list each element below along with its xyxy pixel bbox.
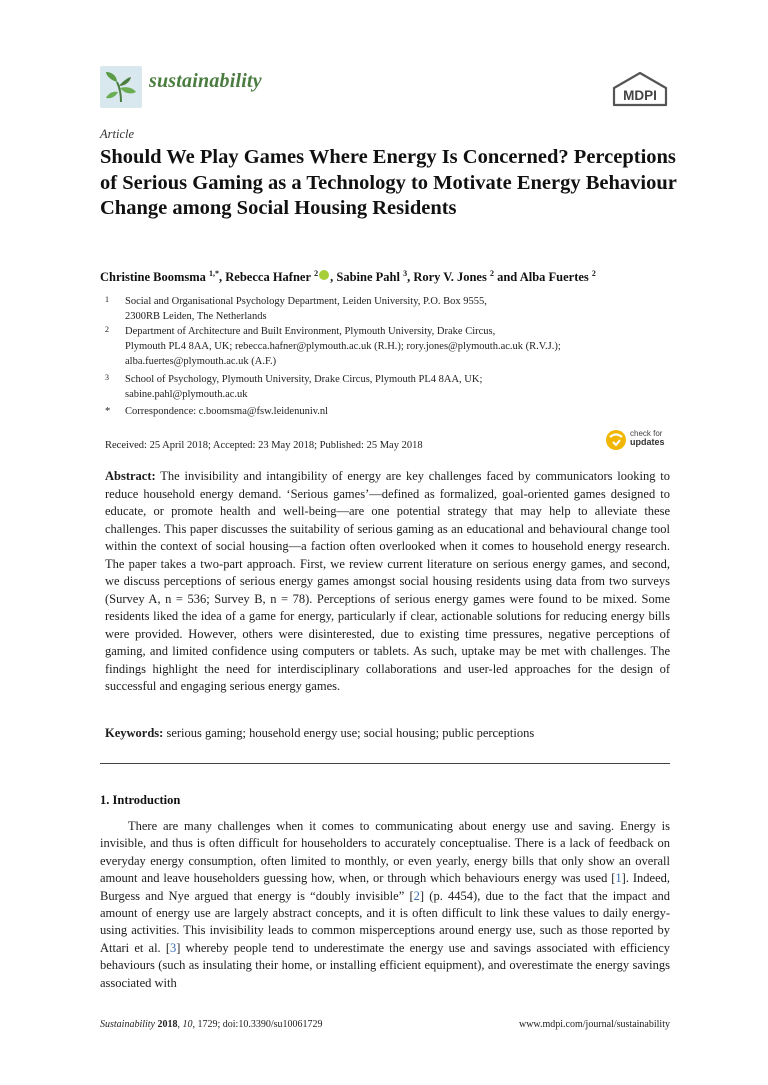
journal-logo xyxy=(100,66,142,108)
intro-text-part: ]. Indeed, Burgess and Nye argued that energy is “doubly invisible” [ xyxy=(100,871,671,903)
author-list: Christine Boomsma $^{1,*}$, Rebecca Hafner $^2$ , Sabine Pahl $^3$, Rory V. Jones $^2$ and Alba Fuertes $^2$ xyxy=(100,269,596,285)
footer-citation: Sustainability 2018, 10, 1729; doi:10.3390/su10061729 xyxy=(100,1019,323,1030)
author-name[interactable]: Rory V. Jones xyxy=(413,270,487,285)
footer-year: 2018 xyxy=(157,1019,178,1030)
author-affiliation: 3 xyxy=(403,269,408,278)
abstract xyxy=(105,468,670,696)
footer-volume: 10 xyxy=(182,1019,193,1030)
check-updates-line1: check for xyxy=(630,429,663,438)
author-name[interactable]: Alba Fuertes xyxy=(519,270,589,285)
leaf-icon xyxy=(100,66,142,108)
affiliation-line[interactable]: sabine.pahl@plymouth.ac.uk xyxy=(125,389,248,400)
affiliation-line: Social and Organisational Psychology Department, Leiden University, P.O. Box 9555, xyxy=(125,296,487,307)
orcid-icon[interactable] xyxy=(319,270,329,280)
affiliation-number: 3 xyxy=(105,373,109,382)
intro-text-part: ] (p. 4454), due to the fact that the impact and amount of energy use are largely abstract concepts, and it is often difficult to link these values to daily energy-using activities. This invisibility leads to common misperceptions around energy use, such as those reported by Attari et al. [ xyxy=(100,888,671,955)
footer-url[interactable]: www.mdpi.com/journal/sustainability xyxy=(518,1019,670,1030)
article-title: Should We Play Games Where Energy Is Concerned? Perceptions of Serious Gaming as a Technology to Motivate Energy Behaviour Change among Social Housing Residents xyxy=(100,146,677,219)
author-name[interactable]: Christine Boomsma xyxy=(100,270,206,285)
section-heading-introduction: 1. Introduction xyxy=(100,793,181,807)
affiliation-line: 2300RB Leiden, The Netherlands xyxy=(125,311,267,322)
affiliation-number: 1 xyxy=(105,295,109,304)
check-for-updates-badge[interactable] xyxy=(604,428,674,454)
affiliation-line: School of Psychology, Plymouth University, Drake Circus, Plymouth PL4 8AA, UK; xyxy=(125,374,483,385)
affiliation-line[interactable]: alba.fuertes@plymouth.ac.uk (A.F.) xyxy=(125,356,277,367)
authors-conjunction: and xyxy=(497,270,518,285)
check-updates-icon xyxy=(604,428,628,452)
citation-link[interactable]: 1 xyxy=(615,871,622,886)
correspondence-line[interactable]: Correspondence: c.boomsma@fsw.leidenuniv.nl xyxy=(125,406,329,417)
mdpi-logo xyxy=(611,71,669,112)
keywords-label: Keywords: xyxy=(105,726,164,740)
check-updates-line2: updates xyxy=(630,437,665,447)
journal-name: sustainability xyxy=(149,70,262,92)
affiliation-number: 2 xyxy=(105,325,109,334)
author-affiliation: 2 xyxy=(489,269,494,278)
author-affiliation: 2 xyxy=(591,269,596,278)
affiliation-line: Department of Architecture and Built Environment, Plymouth University, Drake Circus, xyxy=(125,326,496,337)
correspondence-marker: * xyxy=(105,406,111,417)
author-name[interactable]: Rebecca Hafner xyxy=(225,270,312,285)
intro-text-part: ] whereby people tend to underestimate the energy use and savings associated with efficiency behaviours (such as insulating their home, or installing efficient equipment), and overestimate the energy savings associated with xyxy=(100,940,670,990)
intro-text-part: There are many challenges when it comes to communicating about energy use and saving. Energy is invisible, and thus is often difficult for householders to accurately conceptualise. There is a lack of feedback on everyday energy consumption, often limited to monthly, or even yearly, energy bills that only show an overall amount and leave householders guessing how, when, or through which behaviours energy was used [ xyxy=(100,819,670,886)
citation-link[interactable]: 3 xyxy=(170,940,177,955)
footer-journal: Sustainability xyxy=(100,1019,155,1030)
footer-doi[interactable]: , 1729; doi:10.3390/su10061729 xyxy=(192,1019,323,1030)
keywords xyxy=(105,726,670,741)
author-affiliation: 2 xyxy=(314,269,319,278)
introduction-paragraph xyxy=(100,818,670,992)
section-divider xyxy=(100,763,670,764)
abstract-text: The invisibility and intangibility of energy are key challenges faced by communicators looking to reduce household energy demand. ‘Serious games’—defined as formalized, goal-oriented games designed to educate, or promote health and well-being—are one potential strategy that may help to alleviate these challenges. This paper discusses the suitability of serious gaming as an educational and behavioural change tool within the context of social housing—a faction often overlooked when it comes to household energy research. The paper takes a two-part approach. First, we review current literature on serious energy games, and second, we discuss perceptions of serious energy games amongst social housing residents using data from two surveys (Survey A, n = 536; Survey B, n = 78). Perceptions of serious energy games were found to be mixed. Some residents liked the idea of a game for energy, particularly if clear, actionable solutions for reducing energy bills were provided. However, others were disinterested, due to existing time pressures, negative perceptions of gaming, and limited confidence using computers or tablets. As such, uptake may be met with challenges. The findings highlight the need for interdisciplinary collaborations and user-led approaches for the design of successful and engaging serious energy games. xyxy=(105,469,670,693)
abstract-label: Abstract: xyxy=(105,469,156,483)
affiliation-line[interactable]: Plymouth PL4 8AA, UK; rebecca.hafner@plymouth.ac.uk (R.H.); rory.jones@plymouth.ac.uk (R.V.J.); xyxy=(125,341,561,352)
keywords-text: serious gaming; household energy use; social housing; public perceptions xyxy=(166,726,535,740)
citation-link[interactable]: 2 xyxy=(413,888,420,903)
author-name[interactable]: Sabine Pahl xyxy=(336,270,400,285)
author-affiliation: 1,* xyxy=(209,269,220,278)
article-type: Article xyxy=(100,127,135,141)
mdpi-logo-text: MDPI xyxy=(623,88,657,103)
publication-dates: Received: 25 April 2018; Accepted: 23 May 2018; Published: 25 May 2018 xyxy=(105,440,423,451)
